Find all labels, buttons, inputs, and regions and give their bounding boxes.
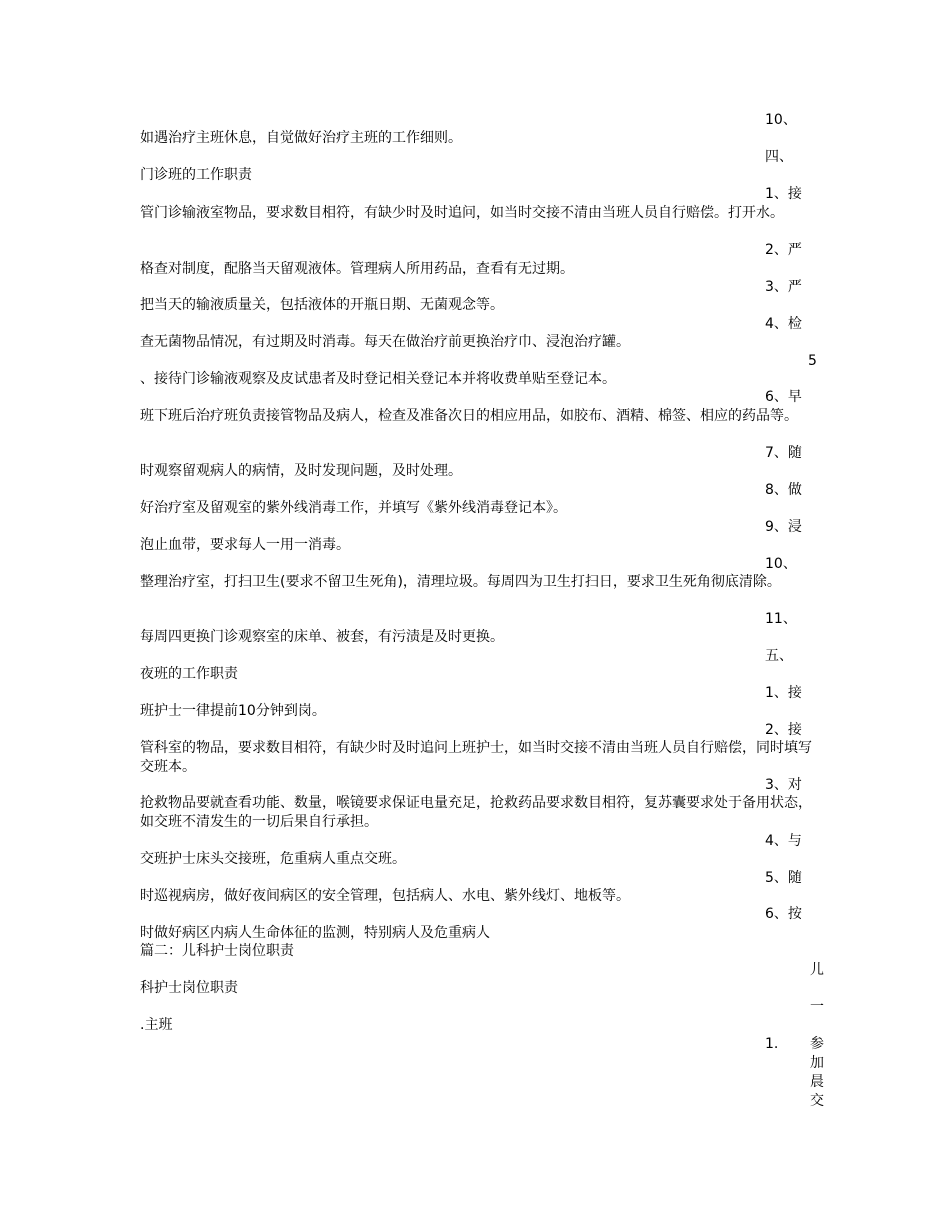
item-marker: 6、早 — [765, 389, 802, 405]
item-marker: 10、 — [765, 112, 797, 128]
item-marker: 8、做 — [765, 482, 802, 498]
paragraph: 抢救物品要就查看功能、数量，喉镜要求保证电量充足，抢救药品要求数目相符，复苏囊要求处于备用状态，如交班不清发生的一切后果自行承担。 — [140, 795, 812, 830]
section-heading: .主班 — [140, 1017, 173, 1033]
section-heading: 夜班的工作职责 — [140, 666, 238, 682]
item-marker: 5 — [808, 353, 817, 369]
paragraph: 交班护士床头交接班，危重病人重点交班。 — [140, 851, 406, 867]
column-char: 晨 — [810, 1074, 824, 1090]
paragraph: 管科室的物品，要求数目相符，有缺少时及时追问上班护士，如当时交接不清由当班人员自行赔偿，同时填写交班本。 — [140, 740, 812, 775]
item-marker: 2、接 — [765, 722, 802, 738]
item-marker: 5、随 — [765, 870, 802, 886]
paragraph: 好治疗室及留观室的紫外线消毒工作，并填写《紫外线消毒登记本》。 — [140, 500, 567, 516]
item-marker: 11、 — [765, 611, 797, 627]
paragraph: 把当天的输液质量关，包括液体的开瓶日期、无菌观念等。 — [140, 297, 504, 313]
item-marker: 4、检 — [765, 316, 802, 332]
paragraph: 查无菌物品情况，有过期及时消毒。每天在做治疗前更换治疗巾、浸泡治疗罐。 — [140, 334, 630, 350]
paragraph: 、接待门诊输液观察及皮试患者及时登记相关登记本并将收费单贴至登记本。 — [140, 371, 616, 387]
section-marker: 四、 — [765, 149, 793, 165]
section-heading: 门诊班的工作职责 — [140, 167, 252, 183]
column-char: 儿 — [810, 962, 824, 978]
paragraph: 时做好病区内病人生命体征的监测，特别病人及危重病人 — [140, 925, 490, 941]
paragraph: 时观察留观病人的病情，及时发现问题，及时处理。 — [140, 463, 462, 479]
item-marker: 1. — [765, 1036, 779, 1052]
item-marker: 2、严 — [765, 242, 802, 258]
section-heading: 科护士岗位职责 — [140, 980, 238, 996]
paragraph: 管门诊输液室物品，要求数目相符，有缺少时及时追问，如当时交接不清由当班人员自行赔偿。打开水。 — [140, 205, 784, 221]
paragraph: 整理治疗室，打扫卫生(要求不留卫生死角)，清理垃圾。每周四为卫生打扫日，要求卫生死角彻底清除。 — [140, 574, 781, 590]
column-char: 交 — [810, 1093, 824, 1109]
item-marker: 6、按 — [765, 906, 802, 922]
item-marker: 9、浸 — [765, 519, 802, 535]
item-marker: 3、严 — [765, 279, 802, 295]
article-heading: 篇二：儿科护士岗位职责 — [140, 943, 294, 959]
column-char: 一 — [810, 999, 824, 1015]
paragraph: 时巡视病房，做好夜间病区的安全管理，包括病人、水电、紫外线灯、地板等。 — [140, 888, 630, 904]
section-marker: 五、 — [765, 648, 793, 664]
paragraph: 每周四更换门诊观察室的床单、被套，有污渍是及时更换。 — [140, 629, 504, 645]
paragraph: 如遇治疗主班休息，自觉做好治疗主班的工作细则。 — [140, 130, 462, 146]
item-marker: 4、与 — [765, 833, 802, 849]
item-marker: 3、对 — [765, 777, 802, 793]
paragraph: 泡止血带，要求每人一用一消毒。 — [140, 537, 350, 553]
paragraph: 格查对制度，配胳当天留观液体。管理病人所用药品，查看有无过期。 — [140, 261, 574, 277]
paragraph: 班下班后治疗班负责接管物品及病人，检查及准备次日的相应用品，如胶布、酒精、棉签、相应的药品等。 — [140, 408, 798, 424]
item-marker: 1、接 — [765, 186, 802, 202]
item-marker: 1、接 — [765, 685, 802, 701]
column-char: 参 — [810, 1036, 824, 1052]
paragraph: 班护士一律提前10分钟到岗。 — [140, 703, 326, 719]
column-char: 加 — [810, 1055, 824, 1071]
item-marker: 7、随 — [765, 445, 802, 461]
item-marker: 10、 — [765, 556, 797, 572]
